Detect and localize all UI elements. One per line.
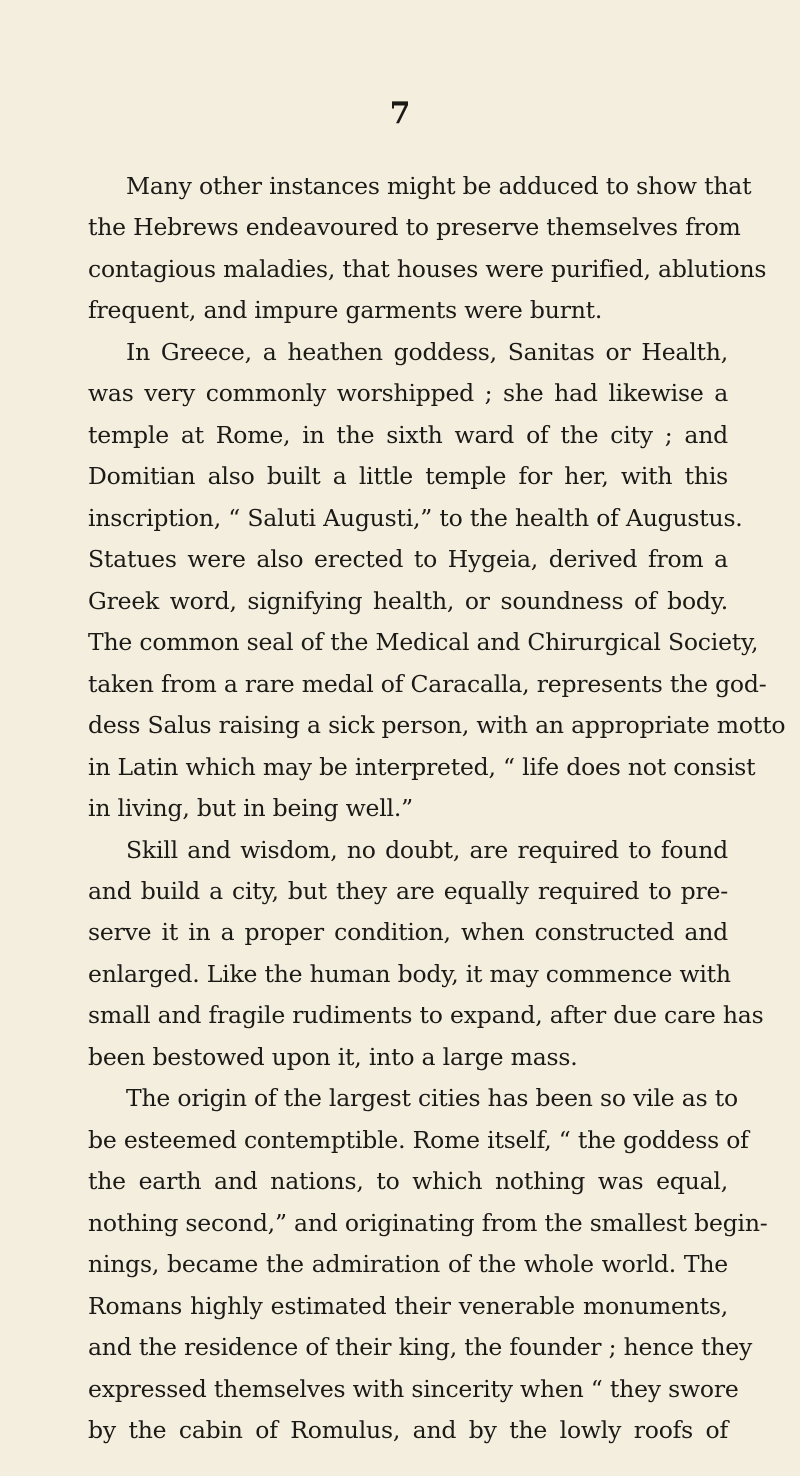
text-line: dess Salus raising a sick person, with an appropriate motto xyxy=(88,711,786,740)
text-line: and build a city, but they are equally required to pre- xyxy=(88,876,728,905)
body-text xyxy=(88,166,786,1452)
text-line: The common seal of the Medical and Chirurgical Society, xyxy=(88,628,759,657)
text-line: contagious maladies, that houses were purified, ablutions xyxy=(88,254,767,283)
text-line: was very commonly worshipped ; she had likewise a xyxy=(88,379,728,408)
text-line: Skill and wisdom, no doubt, are required to found xyxy=(126,835,728,864)
text-line: frequent, and impure garments were burnt. xyxy=(88,296,603,325)
text-line: nings, became the admiration of the whole world. The xyxy=(88,1250,728,1279)
text-line: The origin of the largest cities has been so vile as to xyxy=(126,1084,738,1113)
text-line: In Greece, a heathen goddess, Sanitas or Health, xyxy=(126,337,728,366)
text-line: in Latin which may be interpreted, “ life does not consist xyxy=(88,752,756,781)
text-line: Domitian also built a little temple for her, with this xyxy=(88,462,728,491)
text-line: enlarged. Like the human body, it may commence with xyxy=(88,959,731,988)
text-line: Many other instances might be adduced to show that xyxy=(126,172,752,200)
text-line: Statues were also erected to Hygeia, derived from a xyxy=(88,545,728,574)
text-line: Greek word, signifying health, or soundness of body. xyxy=(88,586,728,615)
text-line: Romans highly estimated their venerable monuments, xyxy=(88,1291,728,1320)
text-line: the earth and nations, to which nothing was equal, xyxy=(88,1167,728,1196)
text-line: and the residence of their king, the founder ; hence they xyxy=(88,1333,753,1362)
text-line: be esteemed contemptible. Rome itself, “ the goddess of xyxy=(88,1125,749,1154)
text-line: taken from a rare medal of Caracalla, represents the god- xyxy=(88,669,767,698)
page-number: 7 xyxy=(389,96,411,131)
text-line: temple at Rome, in the sixth ward of the city ; and xyxy=(88,420,728,449)
text-line: inscription, “ Saluti Augusti,” to the health of Augustus. xyxy=(88,503,743,532)
text-line: serve it in a proper condition, when constructed and xyxy=(88,918,728,947)
text-line: nothing second,” and originating from the smallest begin- xyxy=(88,1208,768,1237)
text-line: been bestowed upon it, into a large mass. xyxy=(88,1042,578,1071)
text-line: in living, but in being well.” xyxy=(88,794,413,823)
text-line: small and fragile rudiments to expand, after due care has xyxy=(88,1001,764,1030)
text-line: by the cabin of Romulus, and by the lowly roofs of xyxy=(88,1416,728,1445)
text-line: the Hebrews endeavoured to preserve themselves from xyxy=(88,213,741,242)
text-line: expressed themselves with sincerity when “ they swore xyxy=(88,1374,739,1403)
